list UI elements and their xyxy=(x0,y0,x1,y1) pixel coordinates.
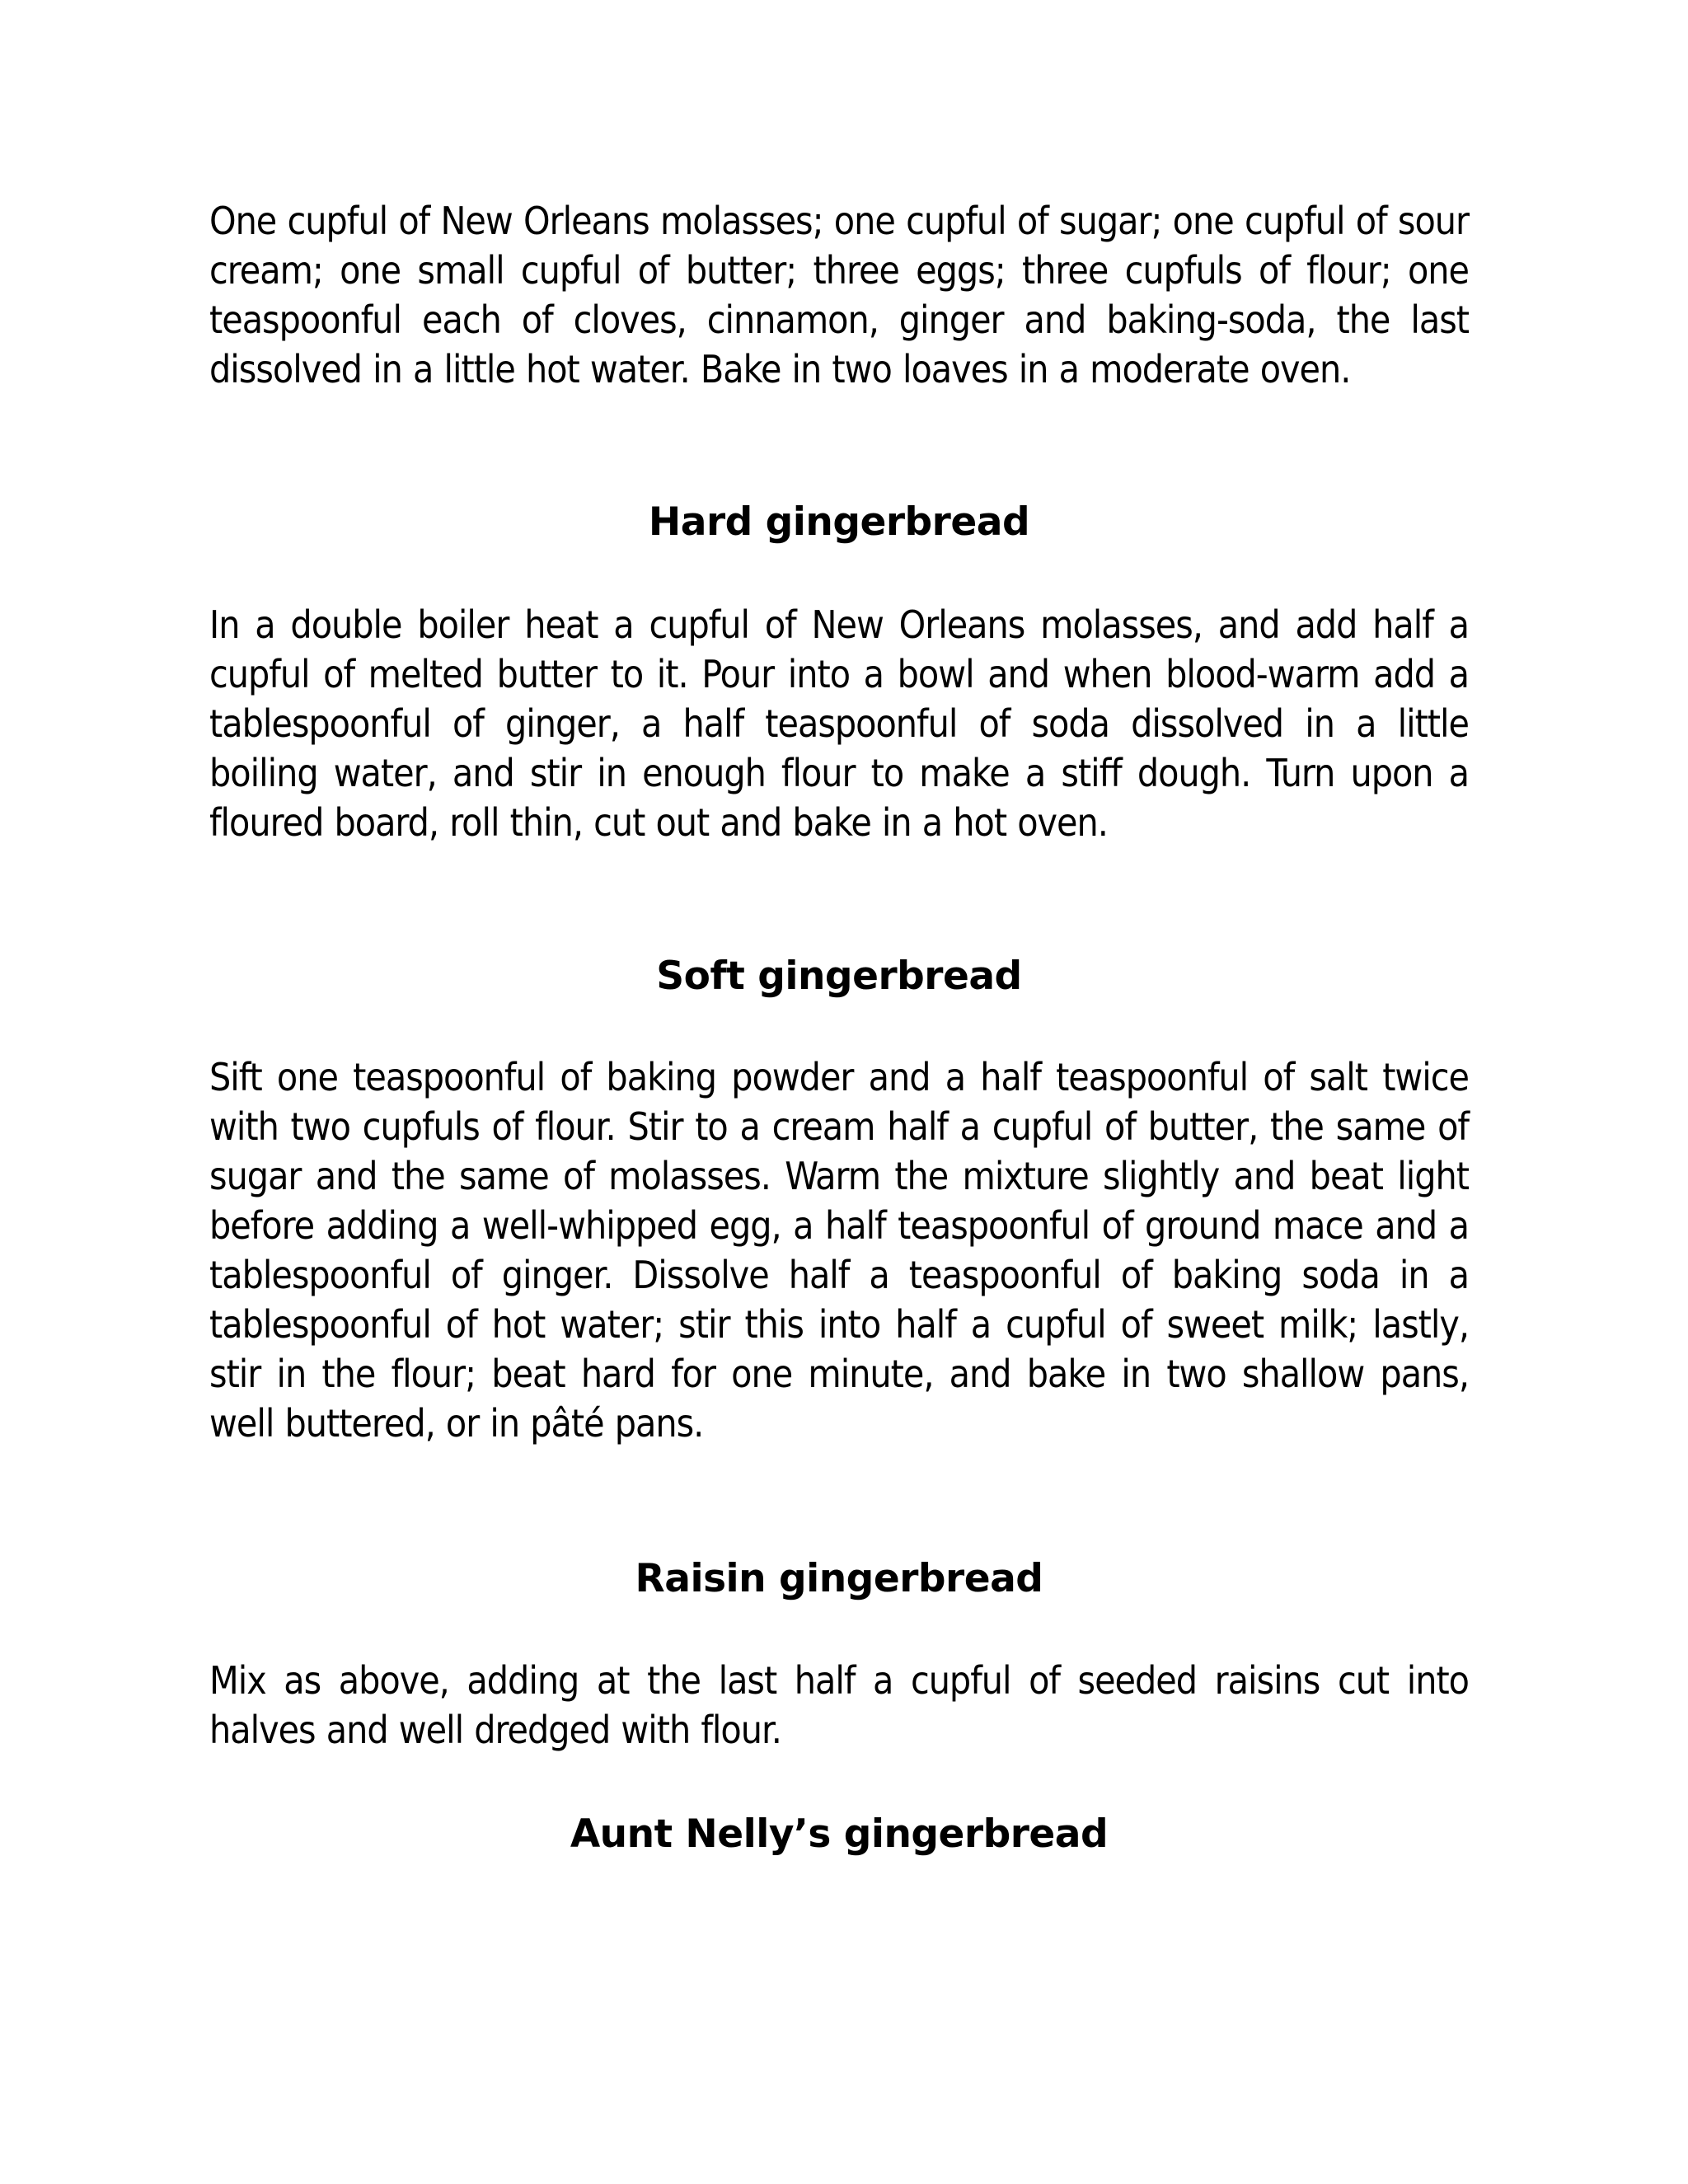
heading-soft-gingerbread: Soft gingerbread xyxy=(656,954,1022,999)
heading-raisin-gingerbread: Raisin gingerbread xyxy=(635,1556,1043,1601)
recipe-paragraph-hard-gingerbread: In a double boiler heat a cupful of New Orleans molasses, and add half a cupful of melted butter to it. Pour into a bowl and when blood-warm add a tablespoonful of ginger, a half teaspoonful of soda dissolved in a little boiling water, and stir in enough flour to make a stiff dough. Turn upon a floured board, roll thin, cut out and bake in a hot oven. xyxy=(209,602,1469,845)
recipe-paragraph-raisin-gingerbread: Mix as above, adding at the last half a cupful of seeded raisins cut into halves and well dredged with flour. xyxy=(209,1658,1469,1752)
recipe-paragraph-soft-gingerbread: Sift one teaspoonful of baking powder and a half teaspoonful of salt twice with two cupfuls of flour. Stir to a cream half a cupful of butter, the same of sugar and the same of molasses. Warm the mixture slightly and beat light before adding a well-whipped egg, a half teaspoonful of ground mace and a tablespoonful of ginger. Dissolve half a teaspoonful of baking soda in a tablespoonful of hot water; stir this into half a cupful of sweet milk; lastly, stir in the flour; beat hard for one minute, and bake in two shallow pans, well buttered, or in pâté pans. xyxy=(209,1055,1469,1446)
heading-aunt-nellys-gingerbread: Aunt Nelly’s gingerbread xyxy=(570,1811,1109,1857)
heading-hard-gingerbread: Hard gingerbread xyxy=(648,499,1030,545)
recipe-paragraph-intro: One cupful of New Orleans molasses; one cupful of sugar; one cupful of sour cream; one small cupful of butter; three eggs; three cupfuls of flour; one teaspoonful each of cloves, cinnamon, ginger and baking-soda, the last dissolved in a little hot water. Bake in two loaves in a moderate oven. xyxy=(209,199,1469,391)
